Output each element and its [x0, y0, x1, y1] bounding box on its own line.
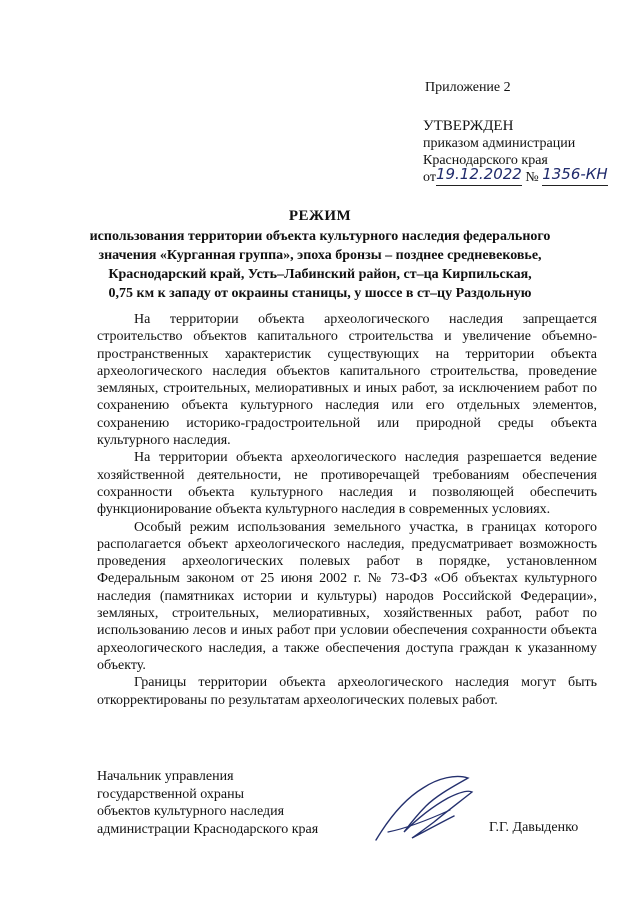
document-body [97, 311, 597, 709]
handwritten-date: 19.12.2022 [435, 165, 522, 183]
order-date-number [423, 165, 623, 186]
approval-line-1: приказом администрации [423, 136, 576, 151]
signatory-name: Г.Г. Давыденко [489, 820, 579, 835]
signatory-position [97, 768, 318, 838]
title-line-3: Краснодарский край, Усть–Лабинский район, ст–ца Кирпильская, [108, 267, 532, 282]
number-prefix: № [525, 170, 539, 185]
title-line-1: использования территории объекта культурного наследия федерального [89, 229, 551, 244]
handwritten-signature [368, 770, 478, 850]
signatory-line-3: объектов культурного наследия [97, 804, 285, 819]
signatory-line-1: Начальник управления [97, 769, 234, 784]
paragraph-2: На территории объекта археологического наследия разрешается ведение хозяйственной деятельности, не противоречащей требованиям обеспечения сохранности объекта культурного наследия и позволяющей обеспечить функционирование объекта культурного наследия в современных условиях. [97, 450, 597, 518]
approval-title: УТВЕРЖДЕН [423, 118, 514, 134]
date-prefix: от [423, 170, 436, 185]
appendix-label: Приложение 2 [425, 80, 511, 95]
title-line-2: значения «Курганная группа», эпоха бронзы – позднее средневековье, [98, 248, 542, 263]
title-main: РЕЖИМ [288, 208, 352, 224]
document-title [80, 207, 560, 303]
paragraph-1: На территории объекта археологического наследия запрещается строительство объектов капитального строительства и увеличение объемно-пространственных характеристик существующих на территории объекта археологического наследия объектов капитального строительства, проведение земляных, строительных, мелиоративных и иных работ, за исключением работ по сохранению объекта культурного наследия или его отдельных элементов, сохранению историко-градостроительной или природной среды объекта культурного наследия. [97, 312, 597, 449]
title-line-4: 0,75 км к западу от окраины станицы, у шоссе в ст–цу Раздольную [108, 286, 532, 301]
signatory-line-4: администрации Краснодарского края [97, 821, 319, 837]
paragraph-3: Особый режим использования земельного участка, в границах которого располагается объект археологического наследия, предусматривает возможность проведения археологических полевых работ в порядке, установленном Федеральным законом от 25 июня 2002 г. № 73-ФЗ «Об объектах культурного наследия (памятниках истории и культуры) народов Российской Федерации», земляных, строительных, мелиоративных, хозяйственных работ, работ по использованию лесов и иных работ при условии обеспечения сохранности объекта археологического наследия, а также обеспечения доступа граждан к указанному объекту. [97, 519, 597, 673]
approval-block [423, 118, 623, 186]
paragraph-4: Границы территории объекта археологического наследия могут быть откорректированы по результатам археологических полевых работ. [97, 675, 597, 708]
approval-line-2: Краснодарского края [423, 153, 548, 168]
handwritten-number: 1356-КН [542, 165, 608, 183]
signatory-line-2: государственной охраны [97, 786, 245, 802]
